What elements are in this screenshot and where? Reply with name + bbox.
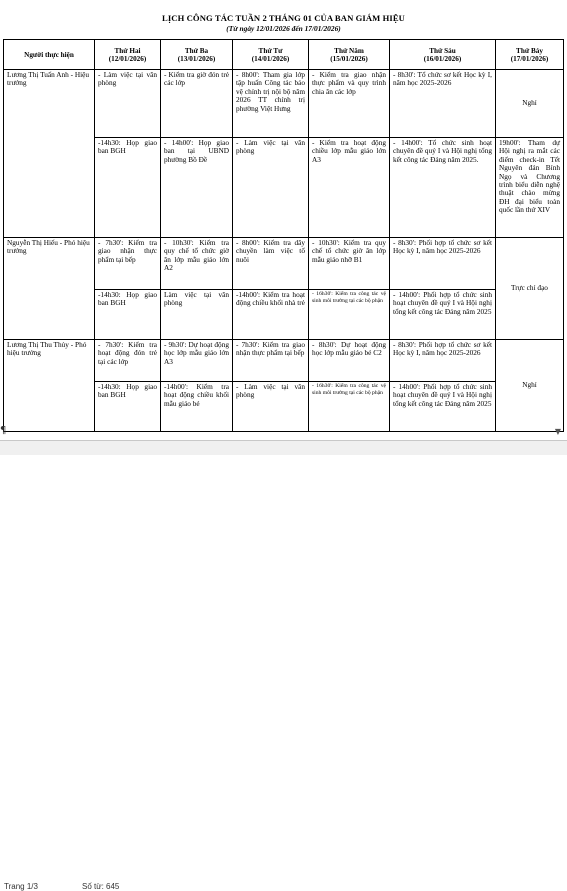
- schedule-cell: - 14h00': Họp giao ban tại UBND phường Bồ Đề: [161, 138, 233, 238]
- schedule-cell: - 8h30': Phối hợp tổ chức sơ kết Học kỳ I, năm học 2025-2026: [390, 340, 496, 382]
- schedule-cell: - 14h00': Phối hợp tổ chức sinh hoạt chuyên đề quý I và Hội nghị tổng kết công tác Đảng năm 2025: [390, 382, 496, 432]
- schedule-cell: Làm việc tại văn phòng: [161, 290, 233, 340]
- schedule-cell: Trực chỉ đạo: [496, 238, 564, 340]
- person-cell: Lương Thị Thu Thủy - Phó hiệu trưởng: [4, 340, 95, 432]
- pilcrow-icon[interactable]: ¶: [0, 425, 7, 436]
- header-tue: Thứ Ba (13/01/2026): [161, 40, 233, 70]
- document-subtitle: (Từ ngày 12/01/2026 đến 17/01/2026): [226, 24, 341, 33]
- table-row: [4, 340, 564, 382]
- schedule-cell: - 8h00': Kiểm tra dây chuyền làm việc tổ nuôi: [233, 238, 309, 290]
- schedule-cell: -14h00': Kiểm tra hoạt động chiều khối nhà trẻ: [233, 290, 309, 340]
- schedule-cell: - Kiểm tra hoạt động chiều lớp mẫu giáo lớn A3: [309, 138, 390, 238]
- chevron-down-icon[interactable]: ▼: [554, 427, 562, 436]
- schedule-cell: - 7h30': Kiểm tra giao nhận thực phẩm tại bếp: [95, 238, 161, 290]
- document-title: LỊCH CÔNG TÁC TUẦN 2 THÁNG 01 CỦA BAN GIÁM HIỆU: [162, 13, 405, 23]
- header-sat: Thứ Bảy (17/01/2026): [496, 40, 564, 70]
- table-row: [4, 238, 564, 290]
- header-fri: Thứ Sáu (16/01/2026): [390, 40, 496, 70]
- schedule-cell: - 8h30': Dự hoạt động học lớp mẫu giáo bé C2: [309, 340, 390, 382]
- schedule-cell: - Làm việc tại văn phòng: [233, 138, 309, 238]
- header-mon: Thứ Hai (12/01/2026): [95, 40, 161, 70]
- schedule-cell: 19h00': Tham dự Hội nghị ra mắt các điểm check-in Tết Nguyên đán Bính Ngọ và Chương trình biểu diễn nghệ thuật chào mừng ĐH đại biểu toàn quốc lần thứ XIV: [496, 138, 564, 238]
- header-person: Người thực hiện: [4, 40, 95, 70]
- page-indicator[interactable]: Trang 1/3: [4, 882, 38, 891]
- schedule-cell: - 10h30': Kiểm tra quy chế tổ chức giờ ăn lớp mẫu giáo lớn A2: [161, 238, 233, 290]
- schedule-cell: Nghỉ: [496, 70, 564, 138]
- header-row: [4, 40, 564, 70]
- schedule-cell: - 16h30': Kiểm tra công tác vệ sinh môi trường tại các bộ phận: [309, 290, 390, 340]
- word-count[interactable]: Số từ: 645: [82, 882, 120, 891]
- schedule-cell: Nghỉ: [496, 340, 564, 432]
- table-row: [4, 70, 564, 138]
- status-bar: [0, 440, 567, 891]
- schedule-table: [3, 39, 564, 432]
- schedule-cell: - Kiểm tra giờ đón trẻ các lớp: [161, 70, 233, 138]
- schedule-cell: - 10h30': Kiểm tra quy chế tổ chức giờ ăn lớp mẫu giáo nhỡ B1: [309, 238, 390, 290]
- schedule-cell: - 7h30': Kiểm tra giao nhận thực phẩm tại bếp: [233, 340, 309, 382]
- schedule-cell: - Làm việc tại văn phòng: [233, 382, 309, 432]
- schedule-cell: -14h30: Họp giao ban BGH: [95, 138, 161, 238]
- header-wed: Thứ Tư (14/01/2026): [233, 40, 309, 70]
- schedule-cell: - 14h00': Tổ chức sinh hoạt chuyên đề quý I và Hội nghị tổng kết công tác Đảng năm 2025.: [390, 138, 496, 238]
- person-cell: Lương Thị Tuấn Anh - Hiệu trưởng: [4, 70, 95, 238]
- schedule-cell: -14h30: Họp giao ban BGH: [95, 290, 161, 340]
- schedule-cell: - 14h00': Phối hợp tổ chức sinh hoạt chuyên đề quý I và Hội nghị tổng kết công tác Đảng năm 2025: [390, 290, 496, 340]
- schedule-cell: - 8h00': Tham gia lớp tập huấn Công tác bảo vệ chính trị nội bộ năm 2026 TT chính trị phường Việt Hưng: [233, 70, 309, 138]
- schedule-cell: - 8h30': Tổ chức sơ kết Học kỳ I, năm học 2025-2026: [390, 70, 496, 138]
- document-page: [0, 0, 567, 440]
- schedule-cell: -14h30: Họp giao ban BGH: [95, 382, 161, 432]
- schedule-cell: - 9h30': Dự hoạt động học lớp mẫu giáo lớn A3: [161, 340, 233, 382]
- schedule-cell: - Làm việc tại văn phòng: [95, 70, 161, 138]
- schedule-cell: - 8h30': Phối hợp tổ chức sơ kết Học kỳ I, năm học 2025-2026: [390, 238, 496, 290]
- header-thu: Thứ Năm (15/01/2026): [309, 40, 390, 70]
- schedule-cell: - 16h30': Kiểm tra công tác vệ sinh môi trường tại các bộ phận: [309, 382, 390, 432]
- schedule-cell: -14h00': Kiểm tra hoạt động chiều khối mẫu giáo bé: [161, 382, 233, 432]
- schedule-cell: - Kiểm tra giao nhận thực phẩm và quy trình chia ăn các lớp: [309, 70, 390, 138]
- schedule-cell: - 7h30': Kiểm tra hoạt động đón trẻ tại các lớp: [95, 340, 161, 382]
- person-cell: Nguyễn Thị Hiếu - Phó hiệu trưởng: [4, 238, 95, 340]
